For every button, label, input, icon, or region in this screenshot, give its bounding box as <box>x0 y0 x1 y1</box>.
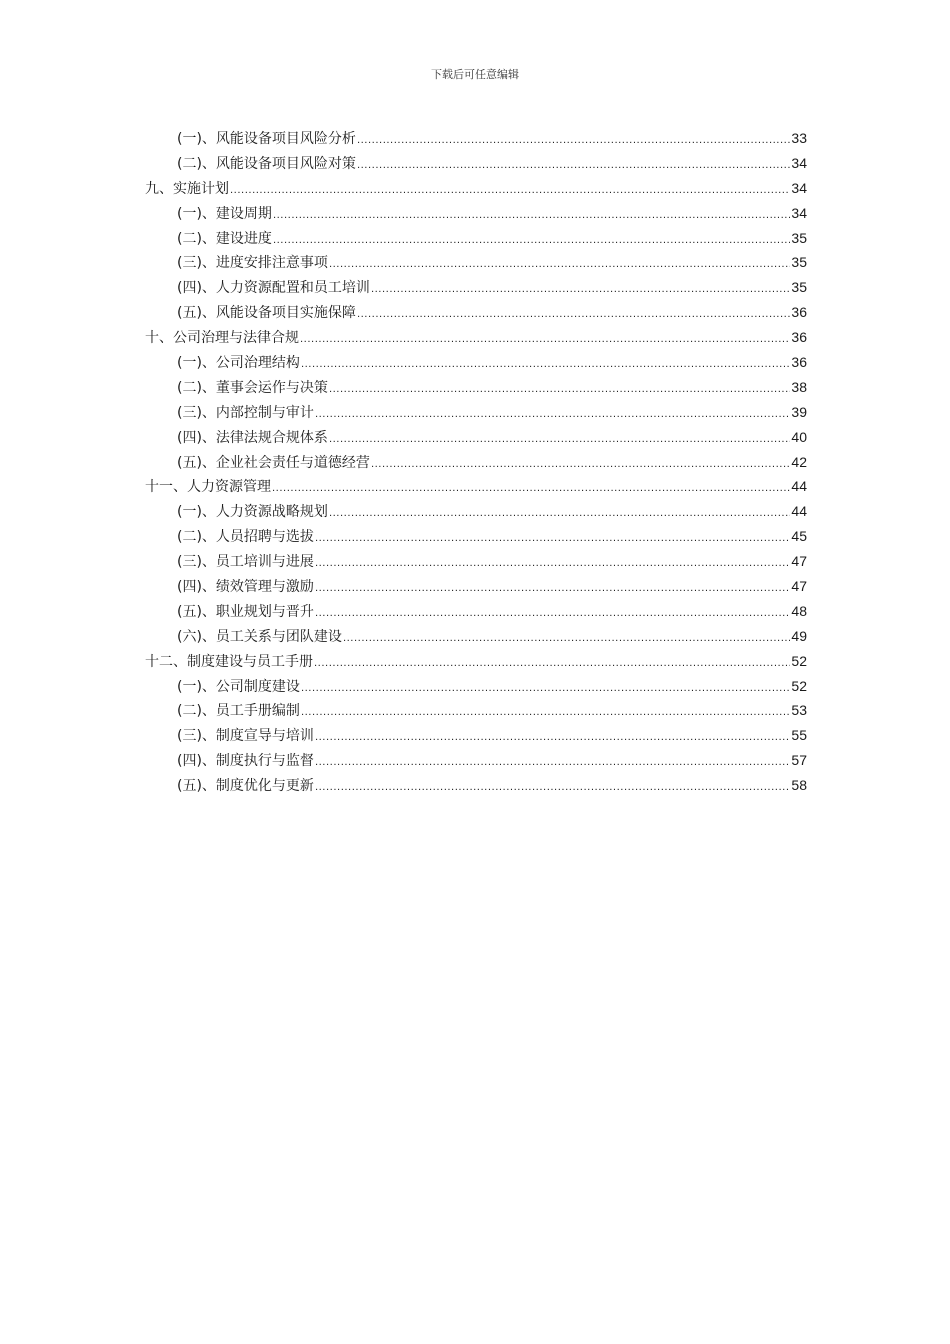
toc-entry-title: (五)、职业规划与晋升 <box>177 603 314 620</box>
toc-dot-leader <box>371 453 790 478</box>
toc-section-entry[interactable] <box>145 250 807 275</box>
toc-page-number: 34 <box>791 179 807 196</box>
toc-entry-title: (二)、风能设备项目风险对策 <box>177 155 356 172</box>
toc-section-entry[interactable] <box>145 425 807 450</box>
toc-section-entry[interactable] <box>145 549 807 574</box>
toc-page-number: 47 <box>791 578 807 595</box>
toc-dot-leader <box>300 328 790 353</box>
toc-entry-title: (一)、公司制度建设 <box>177 678 300 695</box>
toc-chapter-entry[interactable] <box>145 474 807 499</box>
toc-section-entry[interactable] <box>145 499 807 524</box>
toc-chapter-entry[interactable] <box>145 649 807 674</box>
toc-page-number: 35 <box>791 229 807 246</box>
toc-chapter-entry[interactable] <box>145 325 807 350</box>
toc-page-number: 40 <box>791 428 807 445</box>
toc-entry-title: (二)、员工手册编制 <box>177 703 300 720</box>
toc-section-entry[interactable] <box>145 126 807 151</box>
toc-dot-leader <box>301 677 790 702</box>
toc-page-number: 44 <box>791 478 807 495</box>
toc-page-number: 34 <box>791 154 807 171</box>
toc-entry-title: (二)、人员招聘与选拔 <box>177 529 314 546</box>
toc-page-number: 33 <box>791 130 807 146</box>
toc-entry-title: (五)、风能设备项目实施保障 <box>177 305 356 322</box>
toc-section-entry[interactable] <box>145 674 807 699</box>
toc-page-number: 52 <box>791 677 807 694</box>
toc-section-entry[interactable] <box>145 375 807 400</box>
toc-dot-leader <box>371 278 790 303</box>
toc-page-number: 58 <box>791 777 807 794</box>
toc-dot-leader <box>329 253 790 278</box>
toc-dot-leader <box>301 701 790 726</box>
toc-page-number: 52 <box>791 652 807 669</box>
toc-entry-title: (三)、内部控制与审计 <box>177 404 314 421</box>
toc-page-number: 36 <box>791 354 807 371</box>
toc-section-entry[interactable] <box>145 300 807 325</box>
toc-section-entry[interactable] <box>145 350 807 375</box>
toc-page-number: 39 <box>791 403 807 420</box>
toc-dot-leader <box>230 179 790 204</box>
toc-page-number: 49 <box>791 627 807 644</box>
toc-dot-leader <box>272 477 790 502</box>
toc-entry-title: (五)、企业社会责任与道德经营 <box>177 454 370 471</box>
toc-entry-title: (一)、建设周期 <box>177 205 272 222</box>
toc-dot-leader <box>315 527 790 552</box>
toc-dot-leader <box>357 303 790 328</box>
toc-dot-leader <box>301 353 790 378</box>
toc-dot-leader <box>357 129 790 154</box>
toc-page-number: 55 <box>791 727 807 744</box>
toc-dot-leader <box>315 577 790 602</box>
toc-dot-leader <box>315 726 790 751</box>
toc-entry-title: (四)、制度执行与监督 <box>177 753 314 770</box>
toc-section-entry[interactable] <box>145 624 807 649</box>
toc-section-entry[interactable] <box>145 275 807 300</box>
toc-entry-title: (三)、进度安排注意事项 <box>177 255 328 272</box>
toc-dot-leader <box>273 204 790 229</box>
toc-dot-leader <box>343 627 790 652</box>
toc-entry-title: (三)、员工培训与进展 <box>177 554 314 571</box>
toc-dot-leader <box>315 602 790 627</box>
page-header: 下载后可任意编辑 <box>431 68 519 81</box>
toc-page-number: 45 <box>791 528 807 545</box>
toc-section-entry[interactable] <box>145 201 807 226</box>
toc-dot-leader <box>315 776 790 801</box>
toc-entry-title: (三)、制度宣导与培训 <box>177 728 314 745</box>
toc-dot-leader <box>329 428 790 453</box>
toc-page-number: 47 <box>791 553 807 570</box>
toc-entry-title: 九、实施计划 <box>145 180 229 197</box>
toc-dot-leader <box>357 154 790 179</box>
toc-entry-title: (四)、绩效管理与激励 <box>177 579 314 596</box>
toc-entry-title: (四)、人力资源配置和员工培训 <box>177 280 370 297</box>
toc-dot-leader <box>273 229 790 254</box>
toc-page-number: 36 <box>791 304 807 321</box>
toc-page-number: 57 <box>791 752 807 769</box>
toc-entry-title: (六)、员工关系与团队建设 <box>177 628 342 645</box>
table-of-contents <box>145 126 807 798</box>
toc-entry-title: (一)、人力资源战略规划 <box>177 504 328 521</box>
toc-section-entry[interactable] <box>145 698 807 723</box>
toc-dot-leader <box>329 502 790 527</box>
toc-page-number: 35 <box>791 254 807 271</box>
toc-page-number: 36 <box>791 329 807 346</box>
toc-entry-title: 十一、人力资源管理 <box>145 479 271 496</box>
toc-section-entry[interactable] <box>145 226 807 251</box>
toc-section-entry[interactable] <box>145 574 807 599</box>
toc-dot-leader <box>315 403 790 428</box>
toc-chapter-entry[interactable] <box>145 176 807 201</box>
toc-section-entry[interactable] <box>145 151 807 176</box>
toc-dot-leader <box>315 751 790 776</box>
toc-page-number: 35 <box>791 279 807 296</box>
toc-dot-leader <box>329 378 790 403</box>
toc-section-entry[interactable] <box>145 773 807 798</box>
toc-entry-title: (一)、公司治理结构 <box>177 355 300 372</box>
toc-page-number: 48 <box>791 602 807 619</box>
toc-entry-title: (二)、董事会运作与决策 <box>177 379 328 396</box>
toc-section-entry[interactable] <box>145 450 807 475</box>
toc-entry-title: (二)、建设进度 <box>177 230 272 247</box>
toc-section-entry[interactable] <box>145 599 807 624</box>
toc-section-entry[interactable] <box>145 723 807 748</box>
toc-entry-title: 十、公司治理与法律合规 <box>145 330 299 347</box>
toc-page-number: 38 <box>791 378 807 395</box>
toc-dot-leader <box>314 652 790 677</box>
toc-section-entry[interactable] <box>145 524 807 549</box>
toc-entry-title: (一)、风能设备项目风险分析 <box>177 131 356 147</box>
toc-dot-leader <box>315 552 790 577</box>
toc-entry-title: (四)、法律法规合规体系 <box>177 429 328 446</box>
toc-entry-title: (五)、制度优化与更新 <box>177 778 314 795</box>
toc-section-entry[interactable] <box>145 400 807 425</box>
toc-page-number: 53 <box>791 702 807 719</box>
toc-page-number: 44 <box>791 503 807 520</box>
toc-section-entry[interactable] <box>145 748 807 773</box>
toc-page-number: 42 <box>791 453 807 470</box>
toc-entry-title: 十二、制度建设与员工手册 <box>145 653 313 670</box>
toc-page-number: 34 <box>791 204 807 221</box>
